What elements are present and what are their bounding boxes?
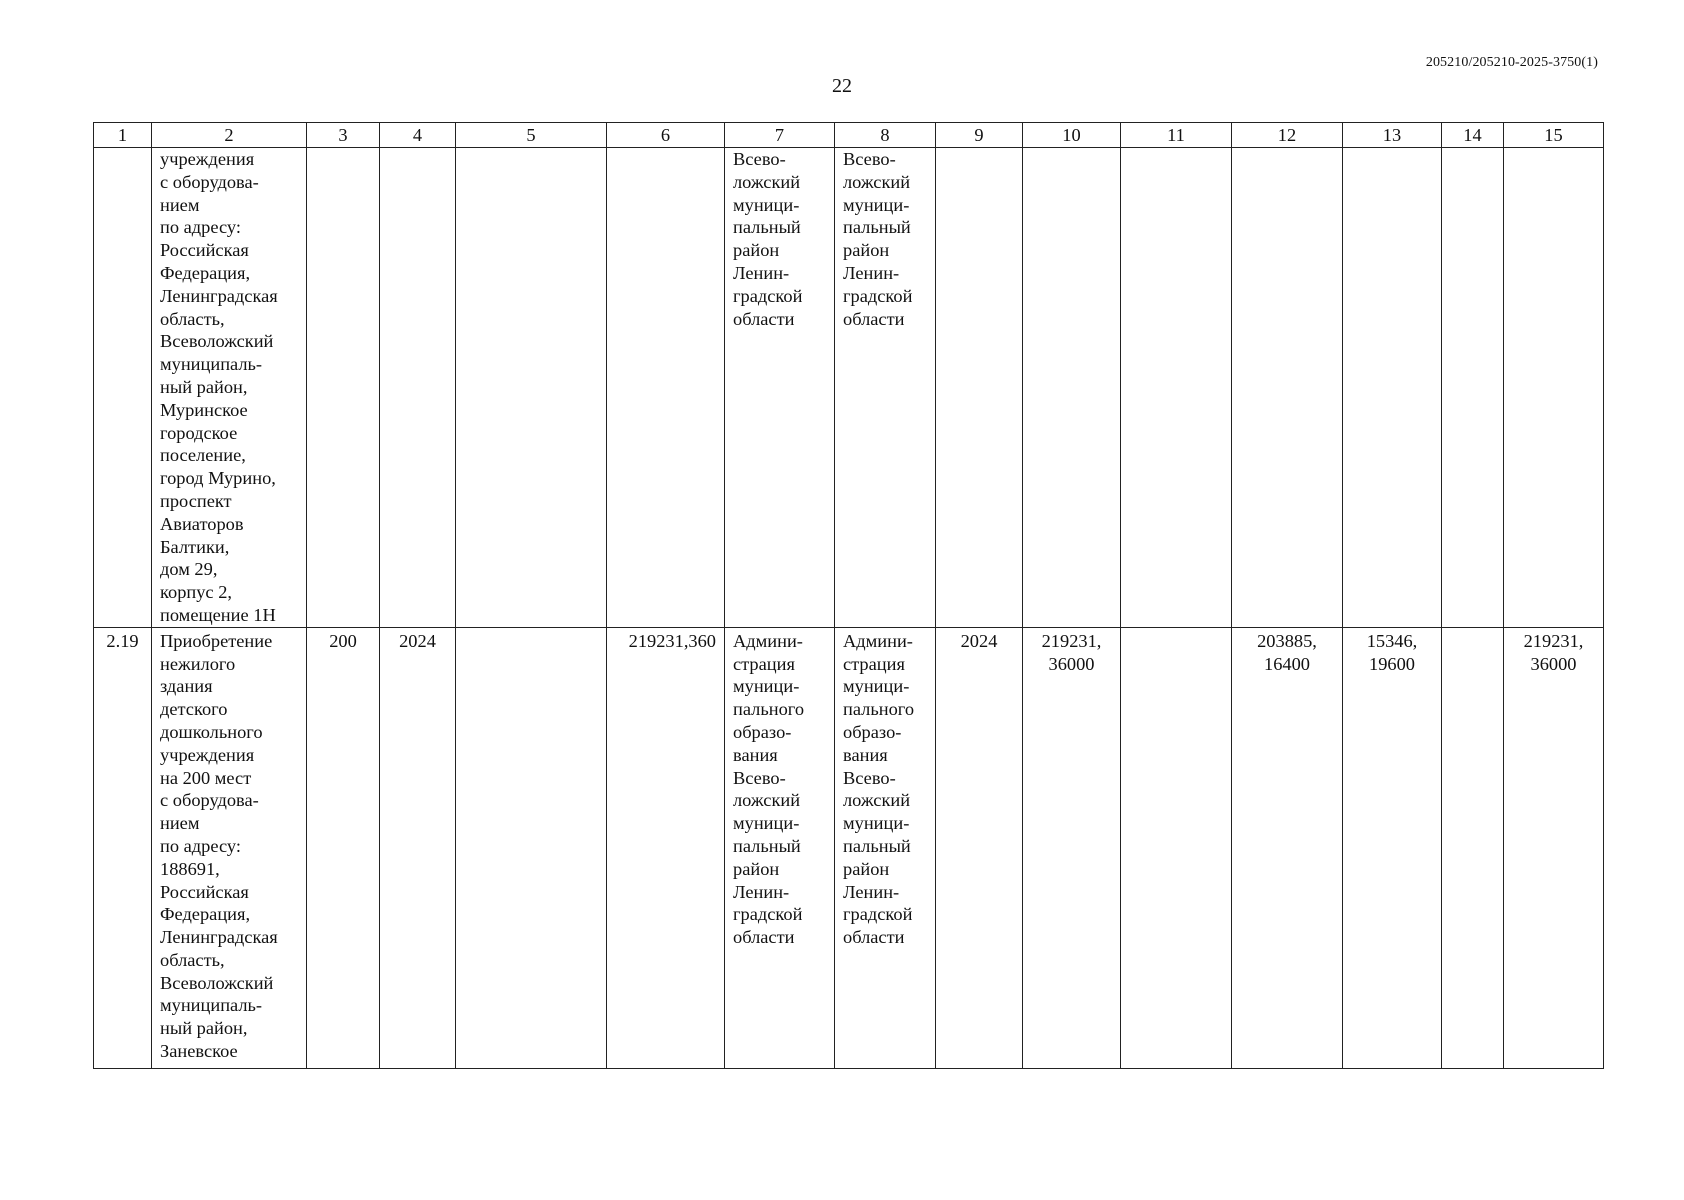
cell-regional-budget <box>1232 148 1343 628</box>
cell-developer: Админи- страция муници- пального образо- вания Всево- ложский муници- пальный район Ленин- градской области <box>835 627 936 1068</box>
table-row <box>94 627 1604 1068</box>
cell-description: учреждения с оборудова- нием по адресу: Российская Федерация, Ленинградская область, Всеволожский муниципаль- ный район, Муринское городское поселение, город Мурино, проспект Авиаторов Балтики, дом 29, корпус 2, помещение 1Н <box>152 148 307 628</box>
cell-local-budget: 15346, 19600 <box>1343 627 1442 1068</box>
cell-customer: Админи- страция муници- пального образо- вания Всево- ложский муници- пальный район Ленин- градской области <box>725 627 835 1068</box>
column-header: 8 <box>835 123 936 148</box>
cell-regional-budget: 203885, 16400 <box>1232 627 1343 1068</box>
cell-total <box>1023 148 1121 628</box>
document-id: 205210/205210-2025-3750(1) <box>1425 55 1598 70</box>
cell-col15: 219231, 36000 <box>1504 627 1604 1068</box>
column-header: 10 <box>1023 123 1121 148</box>
data-table <box>93 122 1604 1069</box>
cell-item-number: 2.19 <box>94 627 152 1068</box>
column-header: 15 <box>1504 123 1604 148</box>
cell-capacity: 200 <box>307 627 380 1068</box>
cell-customer: Всево- ложский муници- пальный район Ленин- градской области <box>725 148 835 628</box>
cell-col14 <box>1442 148 1504 628</box>
column-header: 4 <box>380 123 456 148</box>
column-header: 2 <box>152 123 307 148</box>
column-header: 5 <box>456 123 607 148</box>
column-header: 6 <box>607 123 725 148</box>
column-header: 11 <box>1121 123 1232 148</box>
column-header: 3 <box>307 123 380 148</box>
cell-cost: 219231,360 <box>607 627 725 1068</box>
cell-item-number <box>94 148 152 628</box>
cell-finance-year: 2024 <box>936 627 1023 1068</box>
cell-col11 <box>1121 148 1232 628</box>
cell-cost <box>607 148 725 628</box>
column-header: 9 <box>936 123 1023 148</box>
cell-col5 <box>456 627 607 1068</box>
cell-year: 2024 <box>380 627 456 1068</box>
cell-col11 <box>1121 627 1232 1068</box>
cell-total: 219231, 36000 <box>1023 627 1121 1068</box>
column-header: 13 <box>1343 123 1442 148</box>
cell-finance-year <box>936 148 1023 628</box>
table-row <box>94 148 1604 628</box>
page-number: 22 <box>832 75 852 97</box>
cell-col5 <box>456 148 607 628</box>
cell-year <box>380 148 456 628</box>
header-row <box>94 123 1604 148</box>
column-header: 7 <box>725 123 835 148</box>
column-header: 12 <box>1232 123 1343 148</box>
cell-local-budget <box>1343 148 1442 628</box>
cell-col15 <box>1504 148 1604 628</box>
cell-description: Приобретение нежилого здания детского дошкольного учреждения на 200 мест с оборудова- нием по адресу: 188691, Российская Федерация, Ленинградская область, Всеволожский муниципаль- ный район, Заневское <box>152 627 307 1068</box>
cell-capacity <box>307 148 380 628</box>
column-header: 1 <box>94 123 152 148</box>
cell-developer: Всево- ложский муници- пальный район Ленин- градской области <box>835 148 936 628</box>
column-header: 14 <box>1442 123 1504 148</box>
cell-col14 <box>1442 627 1504 1068</box>
